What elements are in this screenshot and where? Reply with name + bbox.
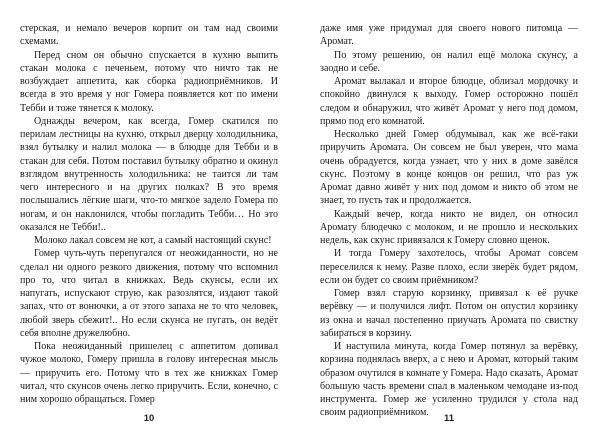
paragraph: Перед сном он обычно спускается в кухню выпить стакан молока с печеньем, потому что ничто так не возбуждает аппетита, как сборка радиоприёмников. И всегда в это время у ног Гомера появляется кот по имени Тебби и тоже тянется к молоку. (20, 49, 278, 114)
paragraph: Гомер взял старую корзинку, привязал к её ручке верёвку — и получился лифт. Потом он опустил корзинку из окна и начал постепенно приучать Аромата по свистку забираться в корзину. (320, 288, 578, 339)
paragraph: Пока неожиданный пришелец с аппетитом допивал чужое молоко, Гомеру пришла в голову интересная мысль — приручить его. Потому что в тех же книжках Гомер читал, что скунсов очень легко приручить. Если, конечно, с ним хорошо обращаться. Гомер (20, 341, 278, 405)
paragraph: даже имя уже придумал для своего нового питомца — Аромат. (320, 23, 578, 48)
right-page-text (320, 22, 578, 420)
paragraph: Однажды вечером, как всегда, Гомер скатился по перилам лестницы на кухню, открыл дверцу холодильника, взял бутылку и налил молока — в блюдце для Тебби и в стакан для себя. Потом поставил бутылку обратно и окинул взглядом внутренность холодильника: не таится ли там чего интересного и на других полках? В это время послышались лёгкие шаги, что-то мягкое задело Гомера по ногам, и он наклонился, чтобы погладить Тебби… Но это оказался не Тебби!.. (20, 115, 278, 233)
paragraph: Гомер чуть-чуть перепугался от неожиданности, но не сделал ни одного резкого движения, потому что вспомнил про то, что читал в книжках. Ведь скунсы, если их напугать, испускают струю, как разозлятся, издают такой запах, что от вонючки, а от этого запаха не то что человек, любой зверь сбежит!.. Но если скунса не пугать, он ведёт себя вполне дружелюбно. (20, 248, 278, 339)
paragraph: стерская, и немало вечеров корпит он там над своими схемами. (20, 23, 278, 48)
paragraph: И наступила минута, когда Гомер потянул за верёвку, корзина поднялась вверх, а с нею и Аромат, который таким образом очутился в комнате у Гомера. Надо сказать, Аромат большую часть времени спал в маленьком чемодане из-под инструмента. Гомер же усиленно трудился у стола над своим радиоприёмником. (320, 341, 578, 419)
paragraph: И тогда Гомеру захотелось, чтобы Аромат совсем переселился к нему. Разве плохо, если зверёк будет рядом, если он будет со своим приёмником? (320, 248, 578, 286)
page-number: 10 (143, 413, 155, 424)
paragraph: Молоко лакал совсем не кот, а самый настоящий скунс! (34, 235, 272, 246)
page-number: 11 (443, 413, 455, 424)
right-page (320, 22, 578, 422)
left-page-text (20, 22, 278, 406)
left-page (20, 22, 278, 422)
paragraph: Каждый вечер, когда никто не видел, он относил Аромату блюдечко с молоком, и не прошло и нескольких недель, как скунс привязался к Гомеру словно щенок. (320, 208, 578, 246)
paragraph: Аромат вылакал и второе блюдце, облизал мордочку и спокойно двинулся к выходу. Гомер осторожно пошёл следом и обнаружил, что живёт Аромат у него под домом, прямо под его комнатой. (320, 76, 578, 127)
paragraph: Несколько дней Гомер обдумывал, как же всё-таки приручить Аромата. Он совсем не был уверен, что мама очень обрадуется, когда узнает, что у них в доме завёлся скунс. Поэтому в конце концов он решил, что раз уж Аромат давно живёт у них под домом и никто об этом не знает, то пусть так и продолжается. (320, 129, 578, 207)
paragraph: По этому решению, он налил ещё молока скунсу, а заодно и себе. (320, 49, 578, 74)
